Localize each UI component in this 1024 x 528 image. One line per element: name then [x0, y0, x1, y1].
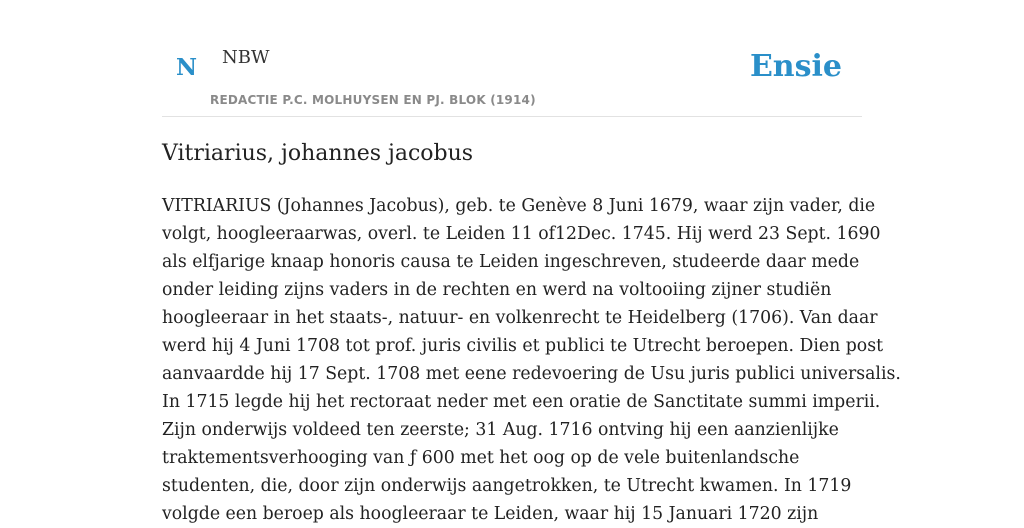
article-body-line: hoogleeraar in het staats-, natuur- en volkenrecht te Heidelberg (1706). Van daar [162, 308, 878, 328]
article-body-line: volgde een beroep als hoogleeraar te Leiden, waar hij 15 Januari 1720 zijn [162, 504, 819, 524]
article-title: Vitriarius, johannes jacobus [162, 141, 474, 166]
article-body-line: studenten, die, door zijn onderwijs aangetrokken, te Utrecht kwamen. In 1719 [162, 476, 852, 496]
article-body-line: traktementsverhooging van ƒ 600 met het oog op de vele buitenlandsche [162, 448, 800, 468]
book-code-link[interactable]: NBW [222, 47, 270, 68]
article-body-line: In 1715 legde hij het rectoraat neder met een oratie de Sanctitate summi imperii. [162, 392, 881, 412]
article-body-line: Zijn onderwijs voldeed ten zeerste; 31 Aug. 1716 ontving hij een aanzienlijke [162, 420, 839, 440]
book-logo[interactable]: N [176, 54, 198, 81]
book-subtitle: REDACTIE P.C. MOLHUYSEN EN PJ. BLOK (1914) [210, 93, 536, 107]
article-body-line: werd hij 4 Juni 1708 tot prof. juris civilis et publici te Utrecht beroepen. Dien post [162, 336, 884, 356]
article-body-line: aanvaardde hij 17 Sept. 1708 met eene redevoering de Usu juris publici universalis. [162, 364, 901, 384]
article-body-line: als elfjarige knaap honoris causa te Leiden ingeschreven, studeerde daar mede [162, 252, 860, 272]
ensie-logo-link[interactable]: Ensie [749, 49, 842, 84]
article-body-line: onder leiding zijns vaders in de rechten en werd na voltooiing zijner studiën [162, 280, 832, 300]
article-body-line: VITRIARIUS (Johannes Jacobus), geb. te Genève 8 Juni 1679, waar zijn vader, die [162, 196, 876, 216]
article-body-line: volgt, hoogleeraarwas, overl. te Leiden 11 of12Dec. 1745. Hij werd 23 Sept. 1690 [162, 224, 881, 244]
header [162, 0, 862, 117]
article-body [162, 192, 901, 528]
